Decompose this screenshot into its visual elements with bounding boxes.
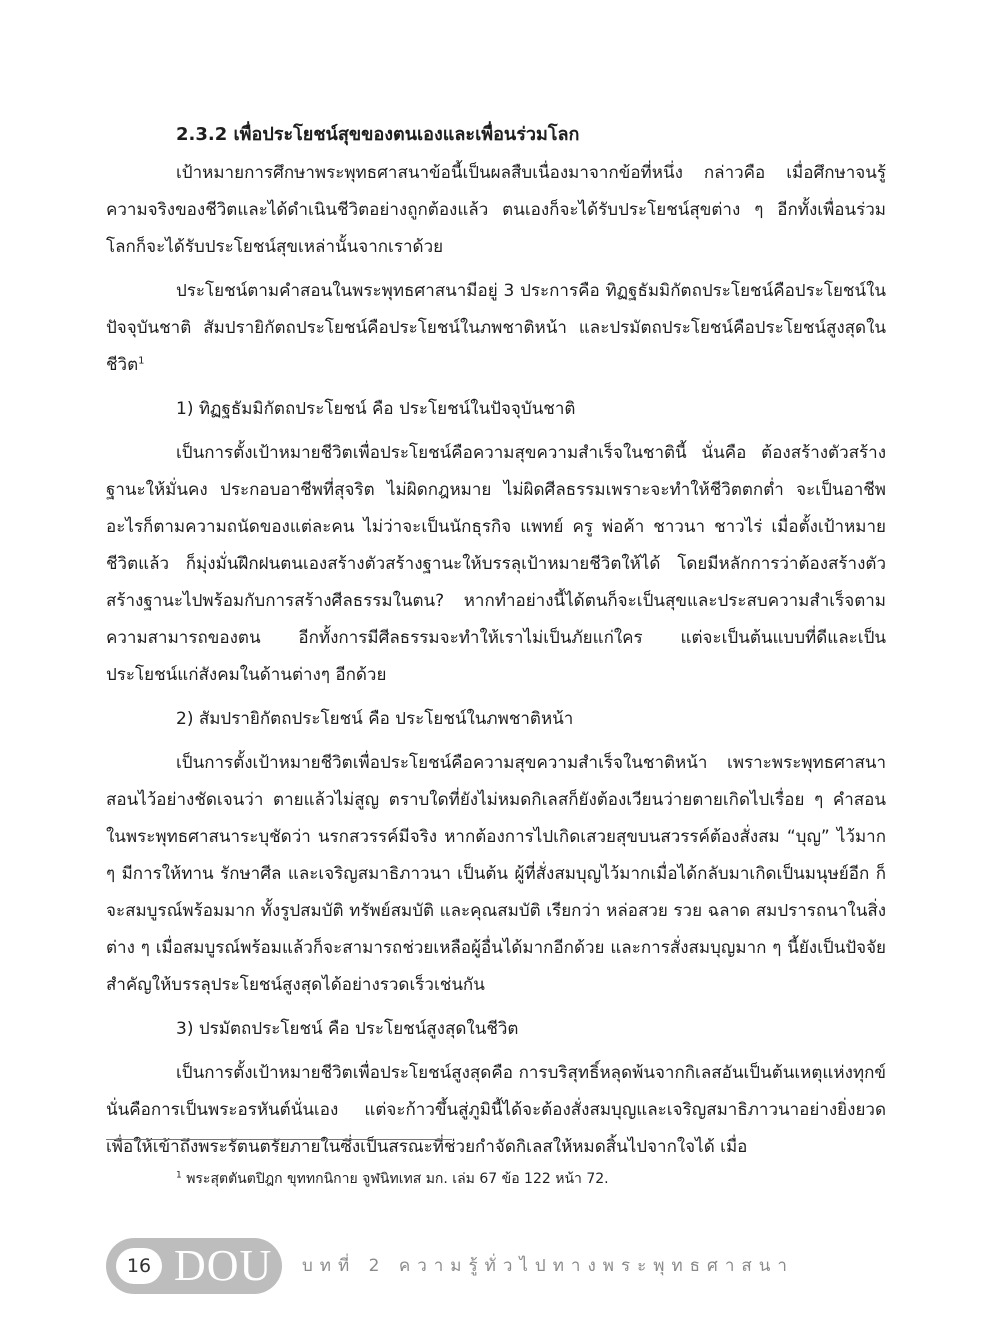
item-3-body: เป็นการตั้งเป้าหมายชีวิตเพื่อประโยชน์สูงสุดคือ การบริสุทธิ์หลุดพ้นจากกิเลสอันเป็นต้นเหตุแห่งทุกข์นั่นคือการเป็นพระอรหันต์นั่นเอง แต่จะก้าวขึ้นสู่ภูมินี้ได้จะต้องสั่งสมบุญและเจริญสมาธิภาวนาอย่างยิ่งยวด เพื่อให้เข้าถึงพระรัตนตรัยภายในซึ่งเป็นสรณะที่ช่วยกำจัดกิเลสให้หมดสิ้นไปจากใจได้ เมื่อ (106, 1063, 886, 1157)
three-benefits-text: ประโยชน์ตามคำสอนในพระพุทธศาสนามีอยู่ 3 ประการคือ ทิฏฐธัมมิกัตถประโยชน์คือประโยชน์ในปัจจุบันชาติ สัมปรายิกัตถประโยชน์คือประโยชน์ในภพชาติหน้า และปรมัตถประโยชน์คือประโยชน์สูงสุดในชีวิต (106, 281, 886, 375)
chapter-title: บทที่ 2 ความรู้ทั่วไปทางพระพุทธศาสนา (302, 1256, 794, 1276)
section-heading: 2.3.2 เพื่อประโยชน์สุขของตนเองและเพื่อนร่วมโลก (176, 124, 580, 145)
footnote-reference[interactable]: 1 (138, 355, 145, 367)
footnote-text: พระสุตตันตปิฎก ขุททกนิกาย จูฬนิทเทส มก. เล่ม 67 ข้อ 122 หน้า 72. (186, 1171, 609, 1187)
item-2-body: เป็นการตั้งเป้าหมายชีวิตเพื่อประโยชน์คือความสุขความสำเร็จในชาติหน้า เพราะพระพุทธศาสนาสอนไว้อย่างชัดเจนว่า ตายแล้วไม่สูญ ตราบใดที่ยังไม่หมดกิเลสก็ยังต้องเวียนว่ายตายเกิดไปเรื่อย ๆ คำสอนในพระพุทธศาสนาระบุชัดว่า นรกสวรรค์มีจริง หากต้องการไปเกิดเสวยสุขบนสวรรค์ต้องสั่งสม “บุญ” ไว้มาก ๆ มีการให้ทาน รักษาศีล และเจริญสมาธิภาวนา เป็นต้น ผู้ที่สั่งสมบุญไว้มากเมื่อได้กลับมาเกิดเป็นมนุษย์อีก ก็จะสมบูรณ์พร้อมมาก ทั้งรูปสมบัติ ทรัพย์สมบัติ และคุณสมบัติ เรียกว่า หล่อสวย รวย ฉลาด สมปรารถนาในสิ่งต่าง ๆ เมื่อสมบูรณ์พร้อมแล้วก็จะสามารถช่วยเหลือผู้อื่นได้มากอีกด้วย และการสั่งสมบุญมาก ๆ นี้ยังเป็นปัจจัยสำคัญให้บรรลุประโยชน์สูงสุดได้อย่างรวดเร็วเช่นกัน (106, 753, 886, 995)
page-number: 16 (116, 1248, 162, 1284)
item-2-title: 2) สัมปรายิกัตถประโยชน์ คือ ประโยชน์ในภพชาติหน้า (176, 709, 574, 729)
item-3-title: 3) ปรมัตถประโยชน์ คือ ประโยชน์สูงสุดในชีวิต (176, 1019, 519, 1039)
footnote-divider (106, 1139, 452, 1140)
item-1-title: 1) ทิฏฐธัมมิกัตถประโยชน์ คือ ประโยชน์ในปัจจุบันชาติ (176, 399, 576, 419)
page-footer (106, 1238, 906, 1294)
footer-badge (106, 1238, 282, 1294)
dou-logo: DOU (174, 1241, 273, 1290)
intro-paragraph: เป้าหมายการศึกษาพระพุทธศาสนาข้อนี้เป็นผลสืบเนื่องมาจากข้อที่หนึ่ง กล่าวคือ เมื่อศึกษาจนรู้ความจริงของชีวิตและได้ดำเนินชีวิตอย่างถูกต้องแล้ว ตนเองก็จะได้รับประโยชน์สุขต่าง ๆ อีกทั้งเพื่อนร่วมโลกก็จะได้รับประโยชน์สุขเหล่านั้นจากเราด้วย (106, 163, 886, 257)
item-1-body: เป็นการตั้งเป้าหมายชีวิตเพื่อประโยชน์คือความสุขความสำเร็จในชาตินี้ นั่นคือ ต้องสร้างตัวสร้างฐานะให้มั่นคง ประกอบอาชีพที่สุจริต ไม่ผิดกฎหมาย ไม่ผิดศีลธรรมเพราะจะทำให้ชีวิตตกต่ำ จะเป็นอาชีพอะไรก็ตามความถนัดของแต่ละคน ไม่ว่าจะเป็นนักธุรกิจ แพทย์ ครู พ่อค้า ชาวนา ชาวไร่ เมื่อตั้งเป้าหมายชีวิตแล้ว ก็มุ่งมั่นฝึกฝนตนเองสร้างตัวสร้างฐานะให้บรรลุเป้าหมายชีวิตให้ได้ โดยมีหลักการว่าต้องสร้างตัวสร้างฐานะไปพร้อมกับการสร้างศีลธรรมในตน? หากทำอย่างนี้ได้ตนก็จะเป็นสุขและประสบความสำเร็จตามความสามารถของตน อีกทั้งการมีศีลธรรมจะทำให้เราไม่เป็นภัยแก่ใคร แต่จะเป็นต้นแบบที่ดีและเป็นประโยชน์แก่สังคมในด้านต่างๆ อีกด้วย (106, 443, 886, 685)
three-benefits-paragraph (106, 273, 886, 384)
main-content (106, 116, 886, 1173)
footnote-mark: 1 (176, 1170, 182, 1181)
footnote (176, 1168, 609, 1190)
